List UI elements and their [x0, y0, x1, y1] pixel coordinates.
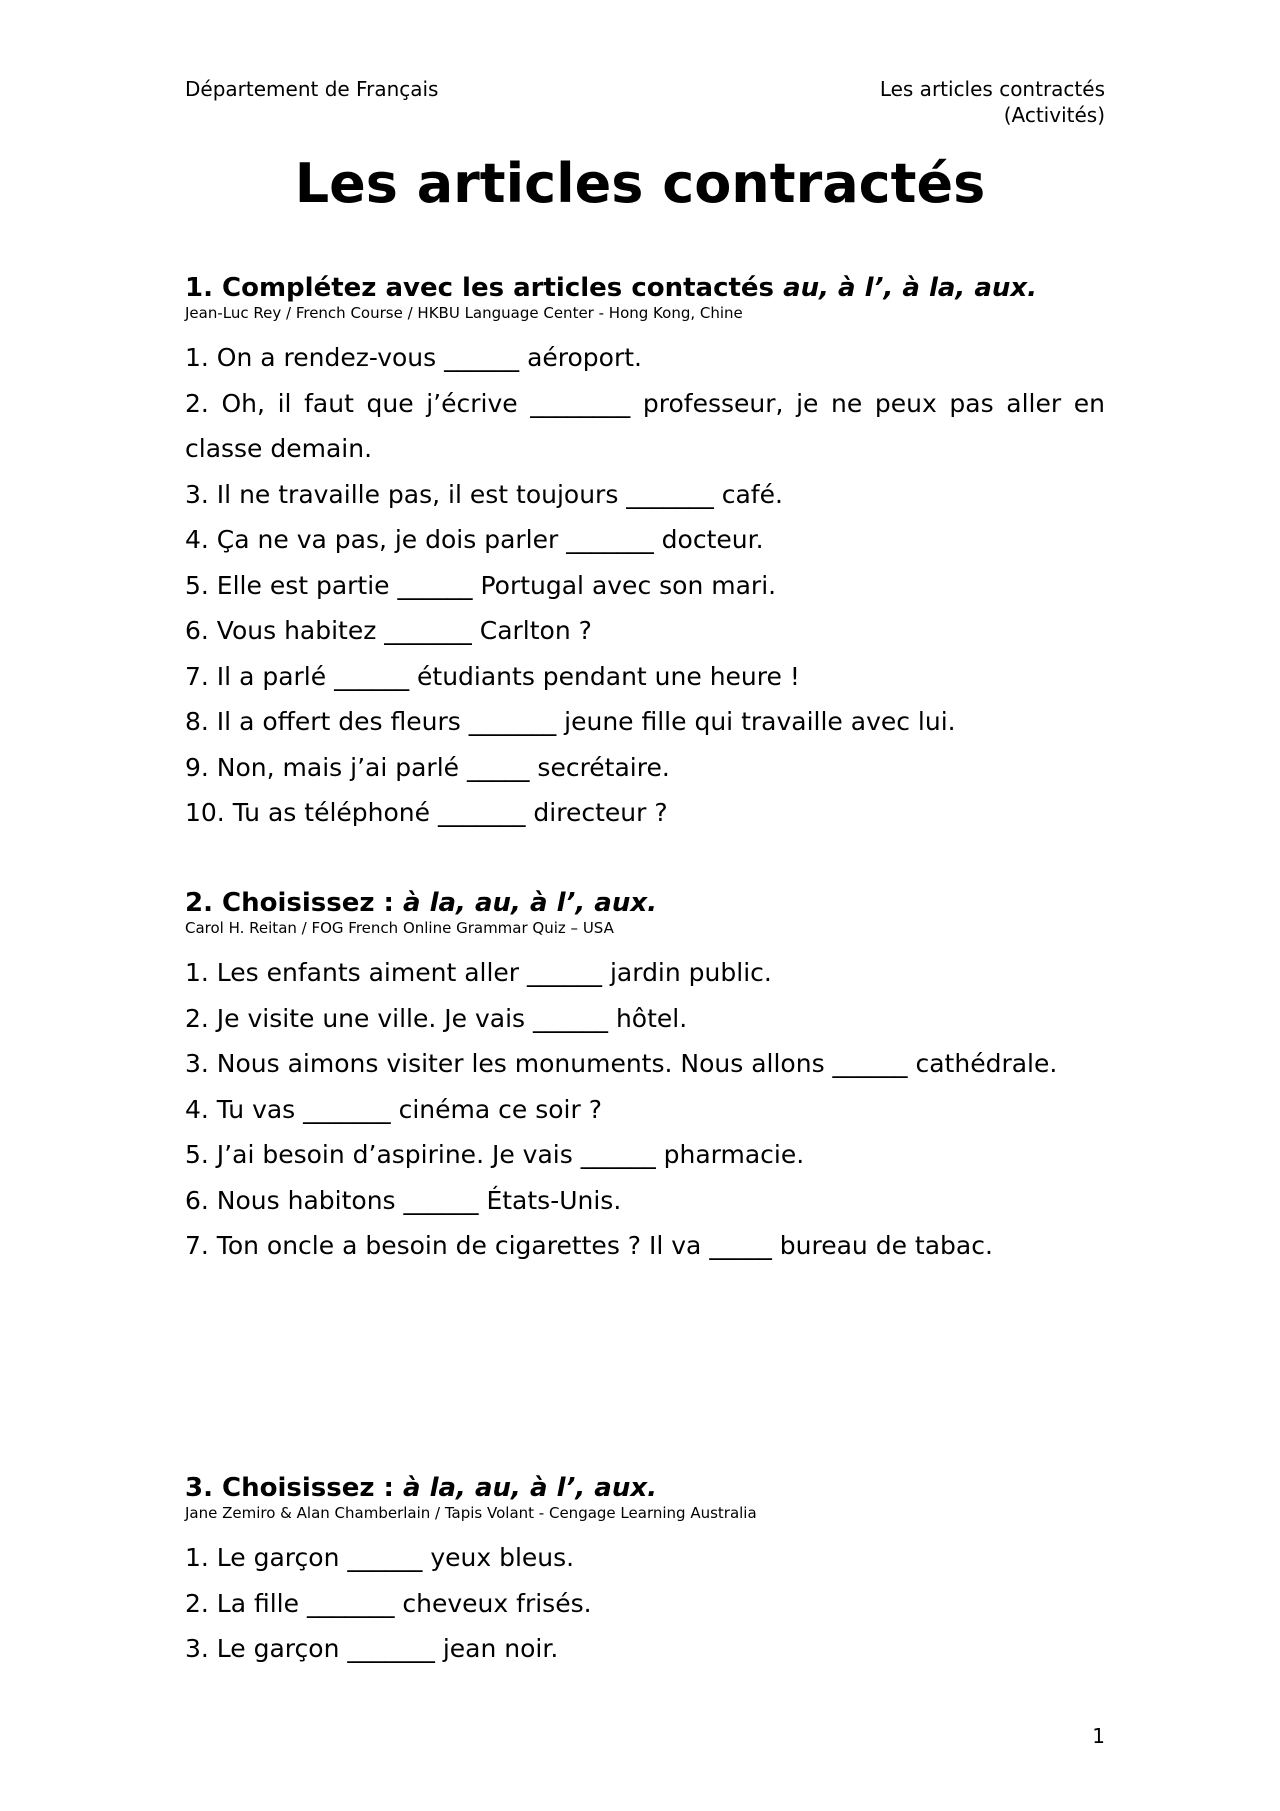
section-source: Carol H. Reitan / FOG French Online Grammar Quiz – USA — [185, 919, 614, 937]
exercise-item: 4. Tu vas _______ cinéma ce soir ? — [185, 1094, 602, 1124]
exercise-section-3 — [185, 1472, 1105, 1672]
section-heading — [185, 272, 1105, 304]
header-document-info — [880, 76, 1105, 128]
exercise-item: 3. Il ne travaille pas, il est toujours _______ café. — [185, 479, 783, 509]
section-heading-text: 2. Choisissez : — [185, 888, 403, 918]
section-heading-articles: à la, au, à l’, aux. — [403, 888, 657, 918]
section-heading-articles: au, à l’, à la, aux. — [783, 273, 1038, 303]
exercise-item: 2. Oh, il faut que j’écrive ________ professeur, je ne peux pas aller en classe demain. — [185, 388, 1105, 463]
exercise-item: 6. Vous habitez _______ Carlton ? — [185, 616, 592, 645]
section-source: Jane Zemiro & Alan Chamberlain / Tapis Volant - Cengage Learning Australia — [185, 1504, 757, 1522]
exercise-list — [185, 335, 1105, 836]
exercise-item: 2. Je visite une ville. Je vais ______ hôtel. — [185, 1003, 688, 1033]
section-heading-text: 3. Choisissez : — [185, 1473, 403, 1503]
exercise-item: 1. On a rendez-vous ______ aéroport. — [185, 343, 642, 372]
exercise-section-2 — [185, 887, 1105, 1269]
exercise-item: 7. Ton oncle a besoin de cigarettes ? Il va _____ bureau de tabac. — [185, 1231, 993, 1260]
exercise-section-1 — [185, 272, 1105, 836]
section-source: Jean-Luc Rey / French Course / HKBU Language Center - Hong Kong, Chine — [185, 304, 743, 322]
section-heading — [185, 887, 1105, 919]
page-number: 1 — [1092, 1724, 1105, 1748]
exercise-item: 5. Elle est partie ______ Portugal avec son mari. — [185, 570, 777, 600]
exercise-item: 1. Les enfants aiment aller ______ jardin public. — [185, 958, 772, 987]
section-heading-text: 1. Complétez avec les articles contactés — [185, 273, 784, 303]
header-document-subtitle: (Activités) — [1003, 103, 1105, 127]
exercise-item: 1. Le garçon ______ yeux bleus. — [185, 1543, 575, 1572]
header-department: Département de Français — [185, 77, 439, 101]
exercise-item: 9. Non, mais j’ai parlé _____ secrétaire. — [185, 752, 670, 782]
exercise-list — [185, 1535, 1105, 1672]
header-document-title: Les articles contractés — [879, 77, 1105, 101]
section-heading-articles: à la, au, à l’, aux. — [403, 1473, 657, 1503]
exercise-item: 2. La fille _______ cheveux frisés. — [185, 1588, 592, 1618]
exercise-item: 3. Le garçon _______ jean noir. — [185, 1634, 559, 1663]
exercise-item: 4. Ça ne va pas, je dois parler _______ docteur. — [185, 525, 764, 554]
exercise-item: 8. Il a offert des fleurs _______ jeune fille qui travaille avec lui. — [185, 707, 956, 736]
exercise-list — [185, 950, 1105, 1269]
exercise-item: 6. Nous habitons ______ États-Unis. — [185, 1185, 622, 1215]
exercise-item: 7. Il a parlé ______ étudiants pendant une heure ! — [185, 661, 800, 691]
section-heading — [185, 1472, 1105, 1504]
exercise-item: 3. Nous aimons visiter les monuments. Nous allons ______ cathédrale. — [185, 1049, 1058, 1078]
exercise-item: 5. J’ai besoin d’aspirine. Je vais ______ pharmacie. — [185, 1140, 805, 1169]
exercise-item: 10. Tu as téléphoné _______ directeur ? — [185, 798, 668, 827]
page-title: Les articles contractés — [294, 152, 986, 215]
